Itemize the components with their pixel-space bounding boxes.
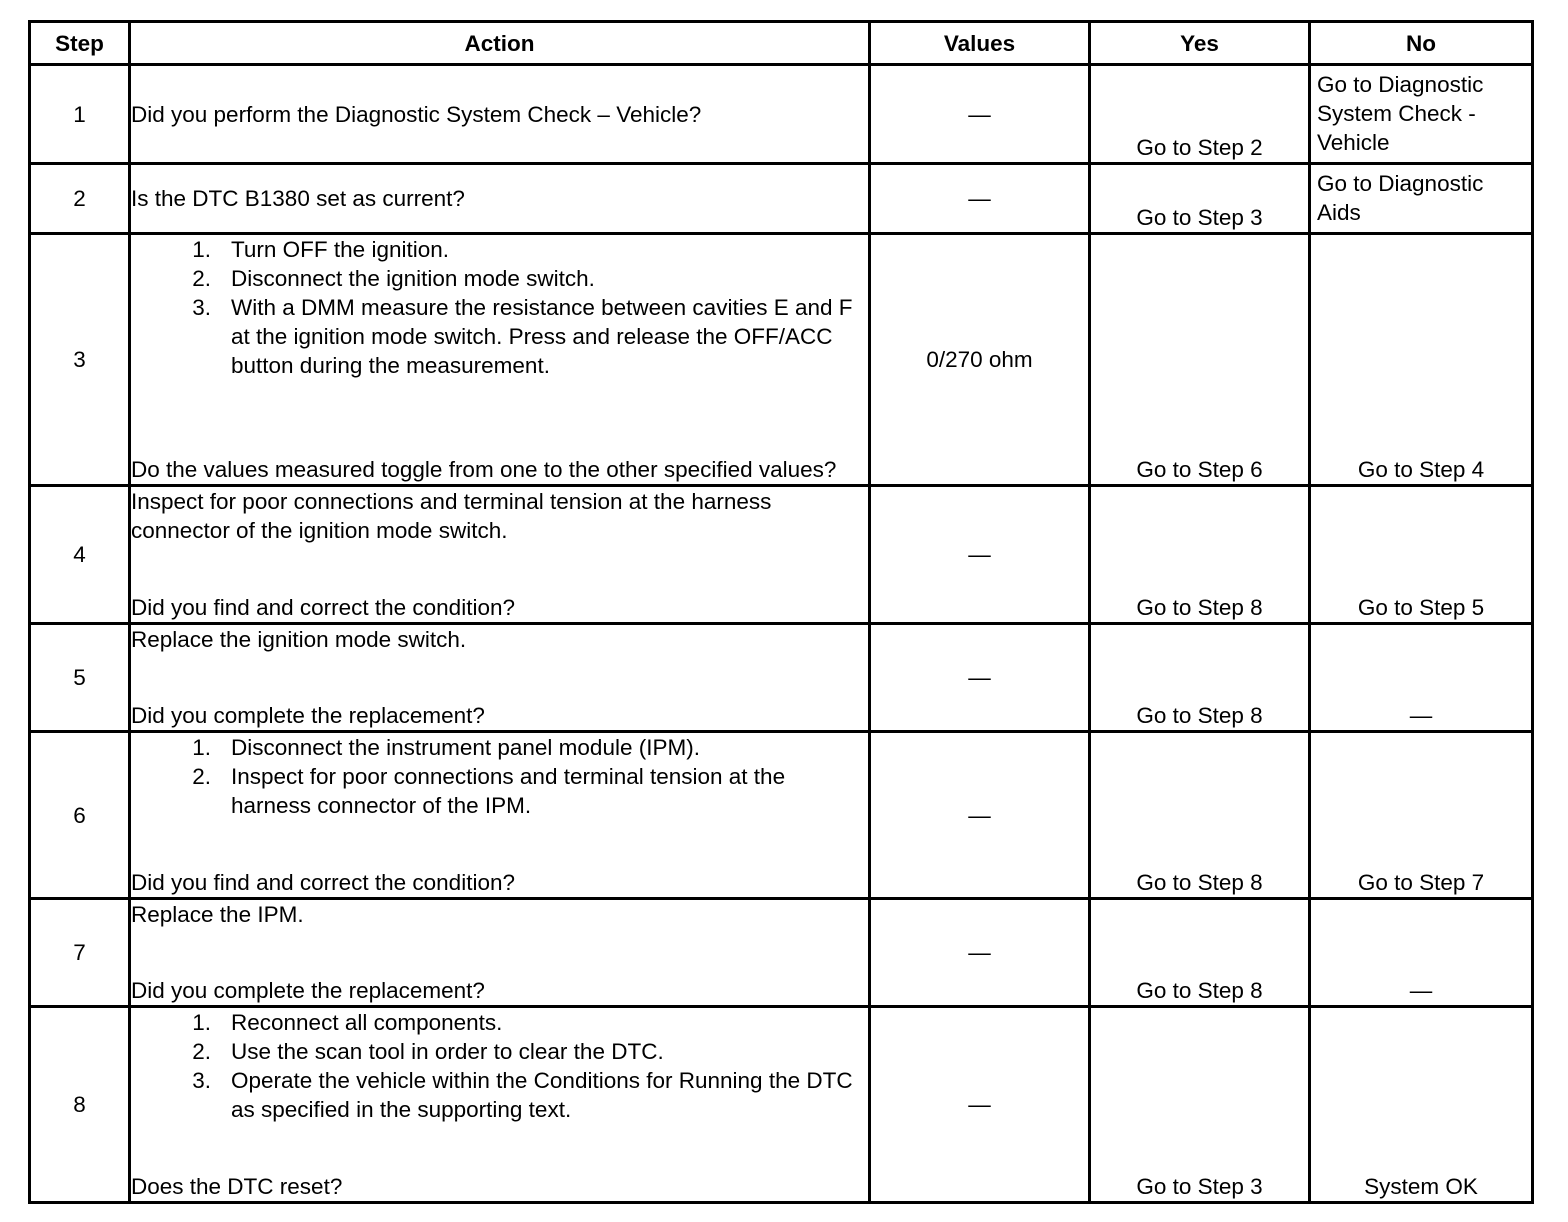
diagnostic-table <box>28 20 1534 1204</box>
no-cell: — <box>1310 624 1533 732</box>
no-cell: Go to Step 4 <box>1310 234 1533 486</box>
action-question: Did you find and correct the condition? <box>131 870 515 895</box>
yes-cell: Go to Step 2 <box>1090 65 1310 164</box>
action-instruction: Replace the ignition mode switch. <box>131 627 467 652</box>
header-row <box>30 22 1533 65</box>
diagnostic-table-wrapper <box>28 20 1534 1204</box>
step-number: 2 <box>30 164 130 234</box>
values-cell: — <box>870 624 1090 732</box>
header-step: Step <box>30 22 130 65</box>
action-cell <box>130 624 870 732</box>
action-steps <box>131 235 868 380</box>
table-row <box>30 486 1533 624</box>
header-action: Action <box>130 22 870 65</box>
step-number: 5 <box>30 624 130 732</box>
step-number: 7 <box>30 899 130 1007</box>
step-number: 4 <box>30 486 130 624</box>
table-row <box>30 732 1533 899</box>
action-question: Did you perform the Diagnostic System Check – Vehicle? <box>131 101 702 127</box>
action-steps <box>131 1008 868 1124</box>
header-values: Values <box>870 22 1090 65</box>
yes-cell: Go to Step 8 <box>1090 732 1310 899</box>
no-cell: Go to Step 5 <box>1310 486 1533 624</box>
action-question: Did you complete the replacement? <box>131 978 485 1003</box>
action-step-item: 1. Turn OFF the ignition. <box>192 237 450 262</box>
action-cell <box>130 899 870 1007</box>
step-number: 1 <box>30 65 130 164</box>
values-cell: — <box>870 899 1090 1007</box>
action-step-item: 3. Operate the vehicle within the Conditions for Running the DTC as specified in the supporting text. <box>192 1068 853 1122</box>
values-cell: — <box>870 486 1090 624</box>
table-row <box>30 65 1533 164</box>
yes-cell: Go to Step 6 <box>1090 234 1310 486</box>
action-cell <box>130 1007 870 1203</box>
yes-cell: Go to Step 8 <box>1090 624 1310 732</box>
no-cell: System OK <box>1310 1007 1533 1203</box>
table-row <box>30 234 1533 486</box>
action-cell <box>130 732 870 899</box>
step-number: 8 <box>30 1007 130 1203</box>
action-question: Did you find and correct the condition? <box>131 595 515 620</box>
yes-cell: Go to Step 3 <box>1090 1007 1310 1203</box>
action-question: Does the DTC reset? <box>131 1174 343 1199</box>
header-no: No <box>1310 22 1533 65</box>
action-question: Do the values measured toggle from one to the other specified values? <box>131 457 837 482</box>
action-instruction: Replace the IPM. <box>131 902 304 927</box>
yes-cell: Go to Step 8 <box>1090 486 1310 624</box>
action-question: Did you complete the replacement? <box>131 703 485 728</box>
table-row <box>30 899 1533 1007</box>
action-step-item: 2. Inspect for poor connections and terminal tension at the harness connector of the IPM. <box>192 764 786 818</box>
action-step-item: 2. Disconnect the ignition mode switch. <box>192 266 595 291</box>
action-steps <box>131 733 868 820</box>
values-cell: — <box>870 732 1090 899</box>
no-cell: — <box>1310 899 1533 1007</box>
table-row <box>30 164 1533 234</box>
action-question: Is the DTC B1380 set as current? <box>131 186 465 211</box>
action-step-item: 1. Disconnect the instrument panel module (IPM). <box>192 735 700 760</box>
action-step-item: 2. Use the scan tool in order to clear the DTC. <box>192 1039 664 1064</box>
header-yes: Yes <box>1090 22 1310 65</box>
table-row <box>30 1007 1533 1203</box>
no-cell: Go to Diagnostic Aids <box>1310 164 1533 234</box>
action-step-item: 1. Reconnect all components. <box>192 1010 503 1035</box>
action-cell <box>130 164 870 234</box>
step-number: 6 <box>30 732 130 899</box>
action-instruction: Inspect for poor connections and terminal tension at the harness connector of the ignition mode switch. <box>131 489 772 543</box>
values-cell: — <box>870 1007 1090 1203</box>
values-cell: — <box>870 164 1090 234</box>
action-cell <box>130 486 870 624</box>
yes-cell: Go to Step 8 <box>1090 899 1310 1007</box>
action-cell <box>130 234 870 486</box>
values-cell: — <box>870 65 1090 164</box>
values-cell: 0/270 ohm <box>870 234 1090 486</box>
action-step-item: 3. With a DMM measure the resistance between cavities E and F at the ignition mode switch. Press and release the OFF/ACC button during the measurement. <box>192 295 853 378</box>
yes-cell: Go to Step 3 <box>1090 164 1310 234</box>
table-row <box>30 624 1533 732</box>
step-number: 3 <box>30 234 130 486</box>
action-cell <box>130 65 870 164</box>
no-cell: Go to Diagnostic System Check - Vehicle <box>1310 65 1533 164</box>
no-cell: Go to Step 7 <box>1310 732 1533 899</box>
